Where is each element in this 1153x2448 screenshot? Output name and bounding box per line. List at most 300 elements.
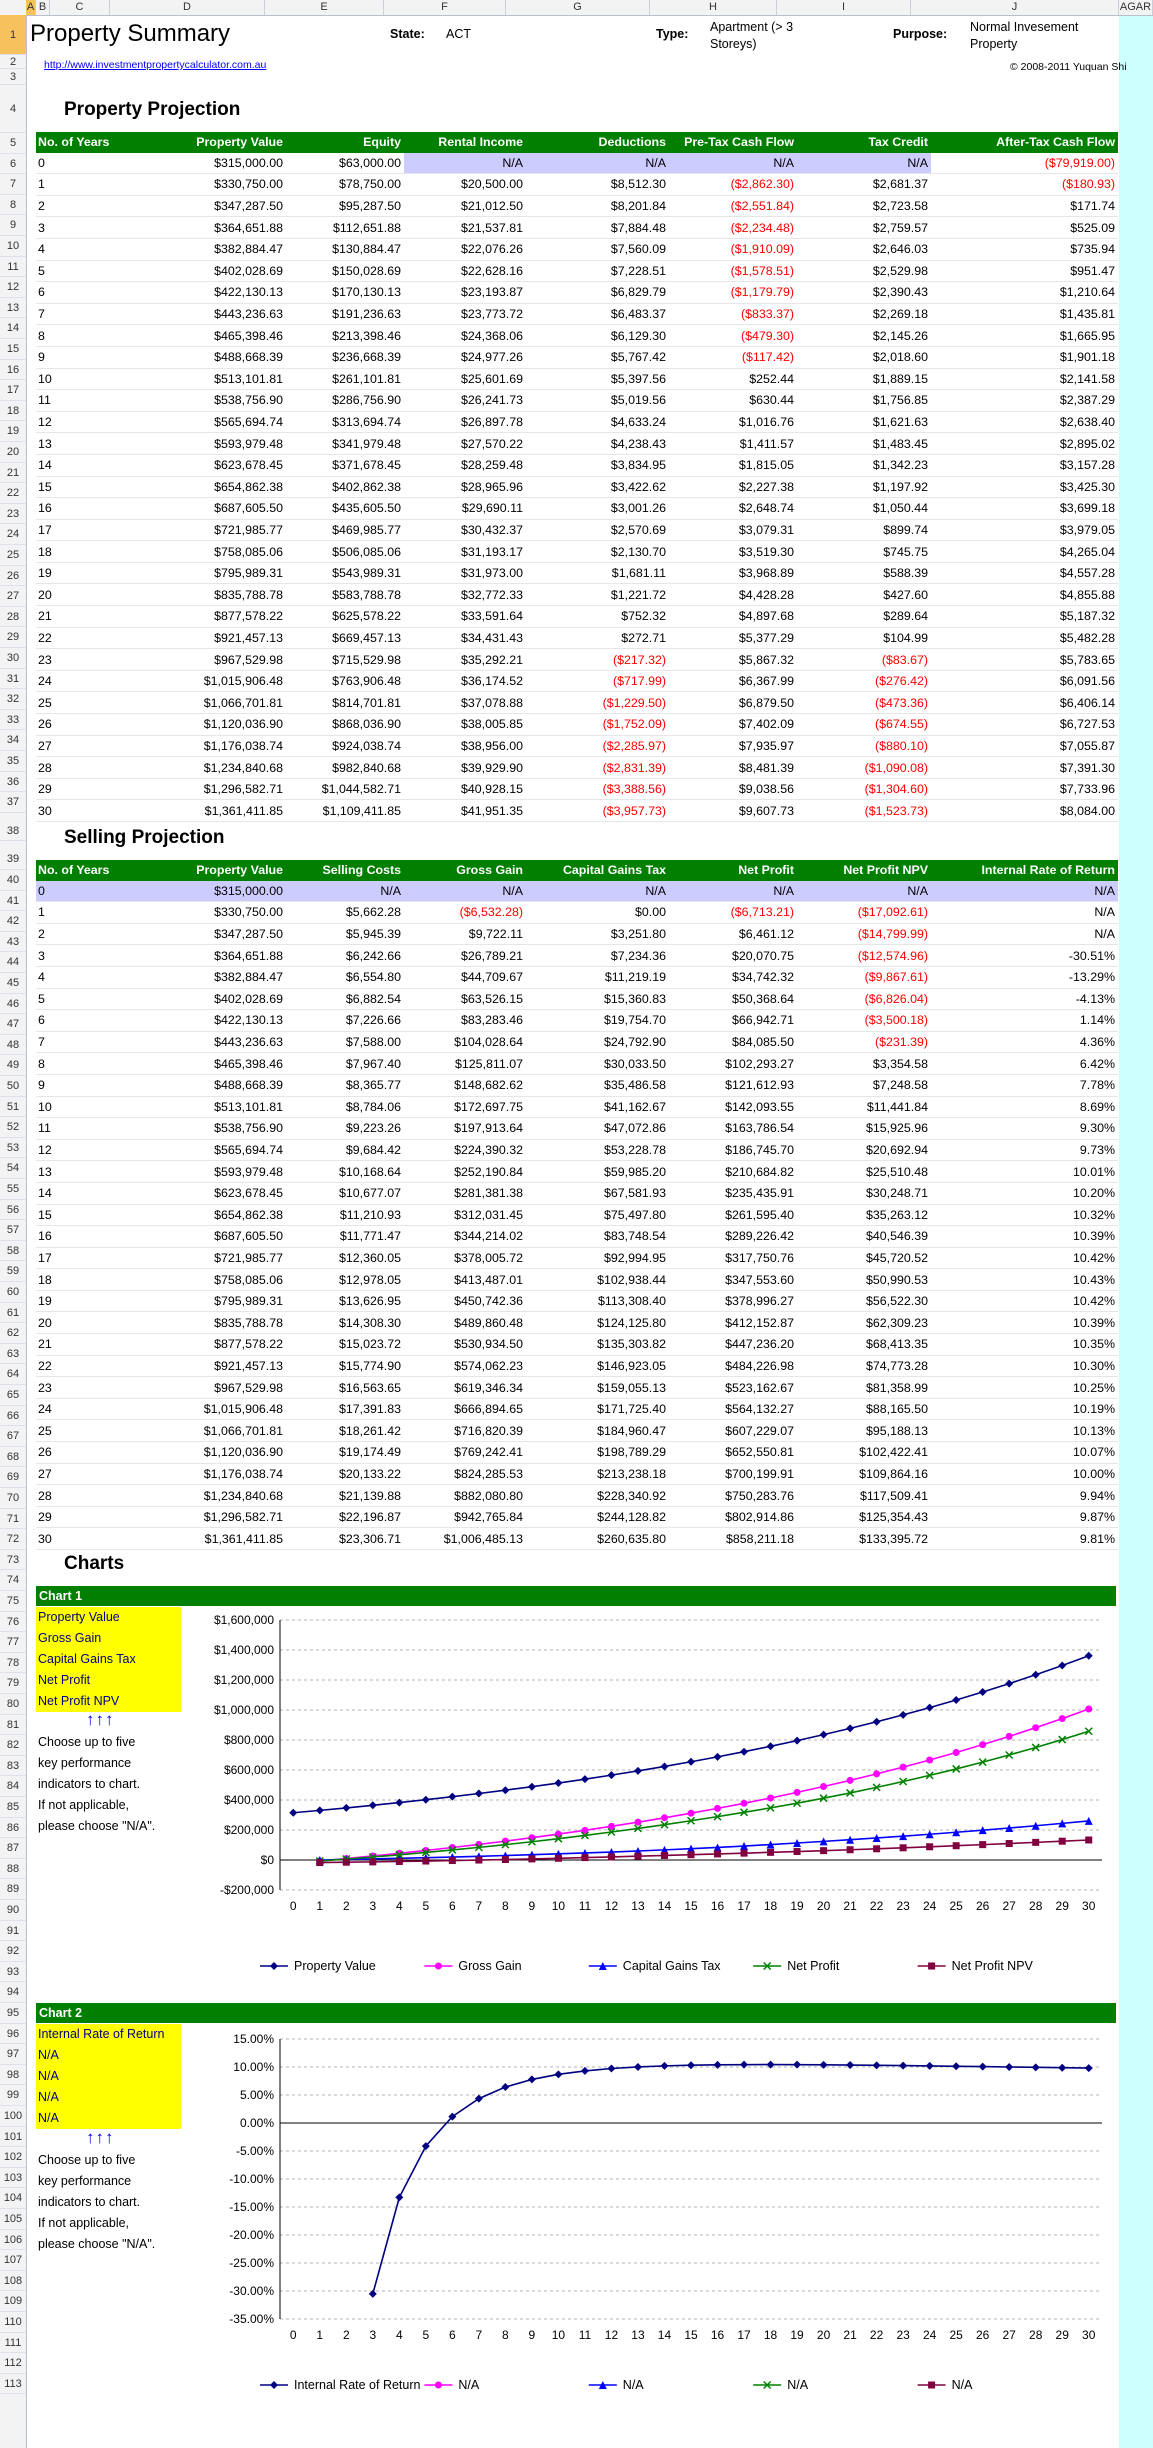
row-header-7[interactable]: 7 (0, 174, 26, 195)
table-cell[interactable]: $313,694.74 (286, 411, 404, 433)
row-header-57[interactable]: 57 (0, 1220, 26, 1241)
table-cell[interactable]: $769,242.41 (404, 1442, 526, 1464)
table-cell[interactable]: -13.29% (931, 966, 1118, 988)
table-cell[interactable]: 10.42% (931, 1290, 1118, 1312)
table-cell[interactable]: $1,665.95 (931, 325, 1118, 347)
table-cell[interactable]: 29 (36, 778, 130, 800)
table-cell[interactable]: $6,367.99 (669, 670, 797, 692)
table-cell[interactable]: $1,361,411.85 (130, 800, 286, 822)
table-cell[interactable]: $982,840.68 (286, 757, 404, 779)
table-cell[interactable]: 18 (36, 541, 130, 563)
table-cell[interactable]: 9.81% (931, 1528, 1118, 1550)
table-cell[interactable]: ($17,092.61) (797, 902, 931, 924)
chart1-indicator-select-1[interactable]: Property Value (36, 1607, 181, 1628)
row-header-50[interactable]: 50 (0, 1076, 26, 1097)
table-cell[interactable]: $858,211.18 (669, 1528, 797, 1550)
row-header-70[interactable]: 70 (0, 1488, 26, 1509)
table-cell[interactable]: $1,681.11 (526, 562, 669, 584)
table-cell[interactable]: N/A (669, 153, 797, 174)
table-cell[interactable]: $28,965.96 (404, 476, 526, 498)
table-cell[interactable]: $538,756.90 (130, 1118, 286, 1140)
row-header-23[interactable]: 23 (0, 504, 26, 525)
table-cell[interactable]: ($473.36) (797, 692, 931, 714)
table-cell[interactable]: $382,884.47 (130, 238, 286, 260)
table-cell[interactable]: 2 (36, 923, 130, 945)
table-cell[interactable]: 11 (36, 1118, 130, 1140)
table-cell[interactable]: $26,789.21 (404, 945, 526, 967)
table-cell[interactable]: $378,005.72 (404, 1247, 526, 1269)
table-cell[interactable]: 21 (36, 1334, 130, 1356)
table-cell[interactable]: $543,989.31 (286, 562, 404, 584)
table-cell[interactable]: $7,402.09 (669, 714, 797, 736)
table-cell[interactable]: 10 (36, 368, 130, 390)
table-cell[interactable]: $364,651.88 (130, 217, 286, 239)
table-cell[interactable]: $6,727.53 (931, 714, 1118, 736)
row-header-80[interactable]: 80 (0, 1694, 26, 1715)
table-cell[interactable]: $88,165.50 (797, 1398, 931, 1420)
table-cell[interactable]: $40,546.39 (797, 1226, 931, 1248)
table-cell[interactable]: $1,342.23 (797, 454, 931, 476)
chart1-indicator-select-5[interactable]: Net Profit NPV (36, 1691, 181, 1712)
table-cell[interactable]: 20 (36, 1312, 130, 1334)
table-cell[interactable]: $236,668.39 (286, 346, 404, 368)
row-header-78[interactable]: 78 (0, 1653, 26, 1674)
table-cell[interactable]: $18,261.42 (286, 1420, 404, 1442)
table-cell[interactable]: $30,033.50 (526, 1053, 669, 1075)
table-cell[interactable]: 12 (36, 1139, 130, 1161)
table-cell[interactable]: $224,390.32 (404, 1139, 526, 1161)
row-header-113[interactable]: 113 (0, 2374, 26, 2395)
table-cell[interactable]: 10.39% (931, 1312, 1118, 1334)
chart2-indicator-select-2[interactable]: N/A (36, 2045, 181, 2066)
table-cell[interactable]: $402,862.38 (286, 476, 404, 498)
table-cell[interactable]: $4,428.28 (669, 584, 797, 606)
table-cell[interactable]: $506,085.06 (286, 541, 404, 563)
table-cell[interactable]: 9.30% (931, 1118, 1118, 1140)
table-cell[interactable]: $26,241.73 (404, 390, 526, 412)
table-cell[interactable]: $795,989.31 (130, 562, 286, 584)
table-cell[interactable]: $23,193.87 (404, 282, 526, 304)
table-cell[interactable]: $235,435.91 (669, 1182, 797, 1204)
table-cell[interactable]: ($2,831.39) (526, 757, 669, 779)
table-cell[interactable]: 22 (36, 1355, 130, 1377)
table-cell[interactable]: $443,236.63 (130, 303, 286, 325)
table-cell[interactable]: $317,750.76 (669, 1247, 797, 1269)
table-cell[interactable]: $289,226.42 (669, 1226, 797, 1248)
table-cell[interactable]: $593,979.48 (130, 433, 286, 455)
table-cell[interactable]: $7,967.40 (286, 1053, 404, 1075)
table-cell[interactable]: 7 (36, 1031, 130, 1053)
table-cell[interactable]: 7 (36, 303, 130, 325)
table-cell[interactable]: $951.47 (931, 260, 1118, 282)
table-cell[interactable]: $3,001.26 (526, 498, 669, 520)
table-cell[interactable]: 10.39% (931, 1226, 1118, 1248)
table-cell[interactable]: $687,605.50 (130, 498, 286, 520)
table-cell[interactable]: $6,554.80 (286, 966, 404, 988)
table-cell[interactable]: 25 (36, 692, 130, 714)
table-cell[interactable]: $5,945.39 (286, 923, 404, 945)
table-cell[interactable]: 1.14% (931, 1010, 1118, 1032)
table-cell[interactable]: $27,570.22 (404, 433, 526, 455)
row-header-27[interactable]: 27 (0, 586, 26, 607)
table-cell[interactable]: $24,792.90 (526, 1031, 669, 1053)
table-cell[interactable]: $159,055.13 (526, 1377, 669, 1399)
row-header-18[interactable]: 18 (0, 401, 26, 422)
column-header-i[interactable]: I (777, 0, 911, 15)
row-header-65[interactable]: 65 (0, 1385, 26, 1406)
table-cell[interactable]: $95,188.13 (797, 1420, 931, 1442)
table-cell[interactable]: $2,529.98 (797, 260, 931, 282)
table-cell[interactable]: $38,005.85 (404, 714, 526, 736)
table-cell[interactable]: $538,756.90 (130, 390, 286, 412)
table-cell[interactable]: $715,529.98 (286, 649, 404, 671)
table-cell[interactable]: $630.44 (669, 390, 797, 412)
table-cell[interactable]: $619,346.34 (404, 1377, 526, 1399)
row-header-14[interactable]: 14 (0, 318, 26, 339)
row-header-39[interactable]: 39 (0, 849, 26, 870)
table-cell[interactable]: 22 (36, 627, 130, 649)
row-header-86[interactable]: 86 (0, 1818, 26, 1839)
table-cell[interactable]: $1,210.64 (931, 282, 1118, 304)
table-cell[interactable]: N/A (526, 881, 669, 902)
row-header-32[interactable]: 32 (0, 689, 26, 710)
row-header-24[interactable]: 24 (0, 524, 26, 545)
table-cell[interactable]: $17,391.83 (286, 1398, 404, 1420)
table-cell[interactable]: $10,168.64 (286, 1161, 404, 1183)
table-cell[interactable]: 6 (36, 282, 130, 304)
table-cell[interactable]: $8,481.39 (669, 757, 797, 779)
table-cell[interactable]: $835,788.78 (130, 1312, 286, 1334)
table-cell[interactable]: $228,340.92 (526, 1485, 669, 1507)
row-header-61[interactable]: 61 (0, 1303, 26, 1324)
row-header-90[interactable]: 90 (0, 1900, 26, 1921)
table-cell[interactable]: $1,044,582.71 (286, 778, 404, 800)
table-cell[interactable]: $1,176,038.74 (130, 1463, 286, 1485)
table-cell[interactable]: N/A (797, 153, 931, 174)
table-cell[interactable]: $133,395.72 (797, 1528, 931, 1550)
table-cell[interactable]: $170,130.13 (286, 282, 404, 304)
table-cell[interactable]: $15,360.83 (526, 988, 669, 1010)
table-cell[interactable]: $171,725.40 (526, 1398, 669, 1420)
table-cell[interactable]: 6.42% (931, 1053, 1118, 1075)
table-cell[interactable]: $7,391.30 (931, 757, 1118, 779)
table-cell[interactable]: 16 (36, 1226, 130, 1248)
table-cell[interactable]: $588.39 (797, 562, 931, 584)
row-header-63[interactable]: 63 (0, 1344, 26, 1365)
row-header-54[interactable]: 54 (0, 1158, 26, 1179)
table-cell[interactable]: $66,942.71 (669, 1010, 797, 1032)
table-cell[interactable]: $62,309.23 (797, 1312, 931, 1334)
row-header-91[interactable]: 91 (0, 1921, 26, 1942)
row-header-76[interactable]: 76 (0, 1612, 26, 1633)
table-cell[interactable]: ($1,910.09) (669, 238, 797, 260)
row-header-106[interactable]: 106 (0, 2230, 26, 2251)
table-cell[interactable]: $721,985.77 (130, 1247, 286, 1269)
table-cell[interactable]: $20,500.00 (404, 174, 526, 196)
table-cell[interactable]: $513,101.81 (130, 368, 286, 390)
table-cell[interactable]: $942,765.84 (404, 1506, 526, 1528)
row-header-46[interactable]: 46 (0, 994, 26, 1015)
table-cell[interactable]: $40,928.15 (404, 778, 526, 800)
table-cell[interactable]: $37,078.88 (404, 692, 526, 714)
row-header-89[interactable]: 89 (0, 1879, 26, 1900)
table-cell[interactable]: $84,085.50 (669, 1031, 797, 1053)
table-cell[interactable]: $565,694.74 (130, 411, 286, 433)
row-header-5[interactable]: 5 (0, 133, 26, 154)
table-cell[interactable]: $3,157.28 (931, 454, 1118, 476)
table-cell[interactable]: $272.71 (526, 627, 669, 649)
table-cell[interactable]: $172,697.75 (404, 1096, 526, 1118)
table-cell[interactable]: $47,072.86 (526, 1118, 669, 1140)
row-header-48[interactable]: 48 (0, 1035, 26, 1056)
row-header-71[interactable]: 71 (0, 1509, 26, 1530)
table-cell[interactable]: 17 (36, 519, 130, 541)
table-cell[interactable]: $16,563.65 (286, 1377, 404, 1399)
table-cell[interactable]: $814,701.81 (286, 692, 404, 714)
table-cell[interactable]: ($2,551.84) (669, 195, 797, 217)
row-header-11[interactable]: 11 (0, 257, 26, 278)
row-header-64[interactable]: 64 (0, 1364, 26, 1385)
row-header-77[interactable]: 77 (0, 1632, 26, 1653)
table-cell[interactable]: $625,578.22 (286, 606, 404, 628)
table-cell[interactable]: $210,684.82 (669, 1161, 797, 1183)
row-header-73[interactable]: 73 (0, 1550, 26, 1571)
row-header-93[interactable]: 93 (0, 1962, 26, 1983)
table-cell[interactable]: $41,951.35 (404, 800, 526, 822)
table-cell[interactable]: $868,036.90 (286, 714, 404, 736)
table-cell[interactable]: $75,497.80 (526, 1204, 669, 1226)
table-cell[interactable]: $1,109,411.85 (286, 800, 404, 822)
table-cell[interactable]: 2 (36, 195, 130, 217)
table-cell[interactable]: $3,422.62 (526, 476, 669, 498)
table-cell[interactable]: $484,226.98 (669, 1355, 797, 1377)
column-header-agar[interactable]: AGAR (1119, 1, 1152, 13)
row-header-83[interactable]: 83 (0, 1756, 26, 1777)
table-cell[interactable]: $121,612.93 (669, 1074, 797, 1096)
row-header-108[interactable]: 108 (0, 2271, 26, 2292)
table-cell[interactable]: ($479.30) (669, 325, 797, 347)
table-cell[interactable]: $3,354.58 (797, 1053, 931, 1075)
type-value-line1[interactable]: Apartment (> 3 (710, 20, 794, 34)
row-header-109[interactable]: 109 (0, 2291, 26, 2312)
table-cell[interactable]: $38,956.00 (404, 735, 526, 757)
table-cell[interactable]: $22,076.26 (404, 238, 526, 260)
column-header-c[interactable]: C (50, 0, 110, 15)
row-header-53[interactable]: 53 (0, 1138, 26, 1159)
row-header-69[interactable]: 69 (0, 1467, 26, 1488)
table-cell[interactable]: $593,979.48 (130, 1161, 286, 1183)
table-cell[interactable]: $607,229.07 (669, 1420, 797, 1442)
table-cell[interactable]: $5,783.65 (931, 649, 1118, 671)
table-cell[interactable]: $7,228.51 (526, 260, 669, 282)
table-cell[interactable]: 10.35% (931, 1334, 1118, 1356)
table-cell[interactable]: ($6,713.21) (669, 902, 797, 924)
row-header-99[interactable]: 99 (0, 2085, 26, 2106)
table-cell[interactable]: $2,759.57 (797, 217, 931, 239)
row-header-72[interactable]: 72 (0, 1529, 26, 1550)
table-cell[interactable]: $20,133.22 (286, 1463, 404, 1485)
row-header-15[interactable]: 15 (0, 339, 26, 360)
table-cell[interactable]: $583,788.78 (286, 584, 404, 606)
row-header-40[interactable]: 40 (0, 870, 26, 891)
row-header-1[interactable]: 1 (0, 15, 26, 55)
table-cell[interactable]: 4 (36, 966, 130, 988)
table-cell[interactable]: 26 (36, 1442, 130, 1464)
table-cell[interactable]: $9,038.56 (669, 778, 797, 800)
table-cell[interactable]: ($79,919.00) (931, 153, 1118, 174)
table-cell[interactable]: $2,387.29 (931, 390, 1118, 412)
row-header-9[interactable]: 9 (0, 215, 26, 236)
table-cell[interactable]: $6,406.14 (931, 692, 1118, 714)
row-header-55[interactable]: 55 (0, 1179, 26, 1200)
table-cell[interactable]: $1,050.44 (797, 498, 931, 520)
table-cell[interactable]: 8.69% (931, 1096, 1118, 1118)
table-cell[interactable]: $146,923.05 (526, 1355, 669, 1377)
row-header-58[interactable]: 58 (0, 1241, 26, 1262)
table-cell[interactable]: $489,860.48 (404, 1312, 526, 1334)
row-header-17[interactable]: 17 (0, 380, 26, 401)
table-cell[interactable]: $2,646.03 (797, 238, 931, 260)
table-cell[interactable]: ($1,304.60) (797, 778, 931, 800)
table-cell[interactable]: $92,994.95 (526, 1247, 669, 1269)
row-header-47[interactable]: 47 (0, 1014, 26, 1035)
table-cell[interactable]: $750,283.76 (669, 1485, 797, 1507)
table-cell[interactable]: $83,283.46 (404, 1010, 526, 1032)
row-header-74[interactable]: 74 (0, 1570, 26, 1591)
table-cell[interactable]: $3,519.30 (669, 541, 797, 563)
row-header-43[interactable]: 43 (0, 932, 26, 953)
table-cell[interactable]: $835,788.78 (130, 584, 286, 606)
table-cell[interactable]: $347,287.50 (130, 195, 286, 217)
table-cell[interactable]: $10,677.07 (286, 1182, 404, 1204)
table-cell[interactable]: $104,028.64 (404, 1031, 526, 1053)
table-cell[interactable]: $752.32 (526, 606, 669, 628)
table-cell[interactable]: $135,303.82 (526, 1334, 669, 1356)
table-cell[interactable]: $1,015,906.48 (130, 1398, 286, 1420)
table-cell[interactable]: $412,152.87 (669, 1312, 797, 1334)
table-cell[interactable]: $191,236.63 (286, 303, 404, 325)
table-cell[interactable]: $312,031.45 (404, 1204, 526, 1226)
table-cell[interactable]: $1,411.57 (669, 433, 797, 455)
table-cell[interactable]: $402,028.69 (130, 988, 286, 1010)
table-cell[interactable]: 24 (36, 1398, 130, 1420)
table-cell[interactable]: 10.01% (931, 1161, 1118, 1183)
table-cell[interactable]: ($3,957.73) (526, 800, 669, 822)
table-cell[interactable]: N/A (286, 881, 404, 902)
table-cell[interactable]: $53,228.78 (526, 1139, 669, 1161)
table-cell[interactable]: $8,201.84 (526, 195, 669, 217)
table-cell[interactable]: $3,079.31 (669, 519, 797, 541)
table-cell[interactable]: ($2,285.97) (526, 735, 669, 757)
table-cell[interactable]: $11,771.47 (286, 1226, 404, 1248)
table-cell[interactable]: $25,601.69 (404, 368, 526, 390)
table-cell[interactable]: ($1,752.09) (526, 714, 669, 736)
table-cell[interactable]: 6 (36, 1010, 130, 1032)
table-cell[interactable]: $523,162.67 (669, 1377, 797, 1399)
row-header-52[interactable]: 52 (0, 1117, 26, 1138)
table-cell[interactable]: $5,019.56 (526, 390, 669, 412)
table-cell[interactable]: $7,560.09 (526, 238, 669, 260)
row-header-92[interactable]: 92 (0, 1941, 26, 1962)
table-cell[interactable]: $163,786.54 (669, 1118, 797, 1140)
table-cell[interactable]: $32,772.33 (404, 584, 526, 606)
table-cell[interactable]: $281,381.38 (404, 1182, 526, 1204)
table-cell[interactable]: $9,223.26 (286, 1118, 404, 1140)
row-header-111[interactable]: 111 (0, 2333, 26, 2354)
table-cell[interactable]: $2,895.02 (931, 433, 1118, 455)
table-cell[interactable]: $83,748.54 (526, 1226, 669, 1248)
type-value-line2[interactable]: Storeys) (710, 37, 757, 51)
table-cell[interactable]: ($9,867.61) (797, 966, 931, 988)
table-cell[interactable]: $9,607.73 (669, 800, 797, 822)
table-cell[interactable]: $68,413.35 (797, 1334, 931, 1356)
table-cell[interactable]: 20 (36, 584, 130, 606)
table-cell[interactable]: 10.32% (931, 1204, 1118, 1226)
table-cell[interactable]: $5,482.28 (931, 627, 1118, 649)
row-header-68[interactable]: 68 (0, 1447, 26, 1468)
table-cell[interactable]: $252,190.84 (404, 1161, 526, 1183)
table-cell[interactable]: $6,483.37 (526, 303, 669, 325)
table-cell[interactable]: $465,398.46 (130, 325, 286, 347)
row-header-94[interactable]: 94 (0, 1982, 26, 2003)
table-cell[interactable]: $261,595.40 (669, 1204, 797, 1226)
table-cell[interactable]: $33,591.64 (404, 606, 526, 628)
row-header-22[interactable]: 22 (0, 483, 26, 504)
table-cell[interactable]: $447,236.20 (669, 1334, 797, 1356)
table-cell[interactable]: 15 (36, 1204, 130, 1226)
table-cell[interactable]: 10.13% (931, 1420, 1118, 1442)
table-cell[interactable]: ($1,229.50) (526, 692, 669, 714)
table-cell[interactable]: $687,605.50 (130, 1226, 286, 1248)
row-header-45[interactable]: 45 (0, 973, 26, 994)
table-cell[interactable]: $9,684.42 (286, 1139, 404, 1161)
row-header-97[interactable]: 97 (0, 2044, 26, 2065)
table-cell[interactable]: $2,269.18 (797, 303, 931, 325)
table-cell[interactable]: ($180.93) (931, 174, 1118, 196)
table-cell[interactable]: $450,742.36 (404, 1290, 526, 1312)
table-cell[interactable]: $530,934.50 (404, 1334, 526, 1356)
table-cell[interactable]: $102,293.27 (669, 1053, 797, 1075)
table-cell[interactable]: $31,193.17 (404, 541, 526, 563)
table-cell[interactable]: $124,125.80 (526, 1312, 669, 1334)
table-cell[interactable]: $8,512.30 (526, 174, 669, 196)
table-cell[interactable]: $921,457.13 (130, 1355, 286, 1377)
table-cell[interactable]: $1,901.18 (931, 346, 1118, 368)
column-header-a[interactable]: A (26, 1, 35, 13)
row-header-112[interactable]: 112 (0, 2353, 26, 2374)
table-cell[interactable]: 11 (36, 390, 130, 412)
row-header-81[interactable]: 81 (0, 1715, 26, 1736)
table-cell[interactable]: $7,055.87 (931, 735, 1118, 757)
table-cell[interactable]: 30 (36, 800, 130, 822)
table-cell[interactable]: $7,884.48 (526, 217, 669, 239)
table-cell[interactable]: 10.00% (931, 1463, 1118, 1485)
row-header-107[interactable]: 107 (0, 2250, 26, 2271)
table-cell[interactable]: 21 (36, 606, 130, 628)
table-cell[interactable]: $3,968.89 (669, 562, 797, 584)
table-cell[interactable]: 4.36% (931, 1031, 1118, 1053)
state-value[interactable]: ACT (446, 27, 471, 41)
table-cell[interactable]: $7,588.00 (286, 1031, 404, 1053)
table-cell[interactable]: 28 (36, 1485, 130, 1507)
row-header-4[interactable]: 4 (0, 85, 26, 133)
table-cell[interactable]: $402,028.69 (130, 260, 286, 282)
table-cell[interactable]: $2,570.69 (526, 519, 669, 541)
table-cell[interactable]: 10 (36, 1096, 130, 1118)
chart1-indicator-select-3[interactable]: Capital Gains Tax (36, 1649, 181, 1670)
table-cell[interactable]: $564,132.27 (669, 1398, 797, 1420)
table-cell[interactable]: 8 (36, 325, 130, 347)
